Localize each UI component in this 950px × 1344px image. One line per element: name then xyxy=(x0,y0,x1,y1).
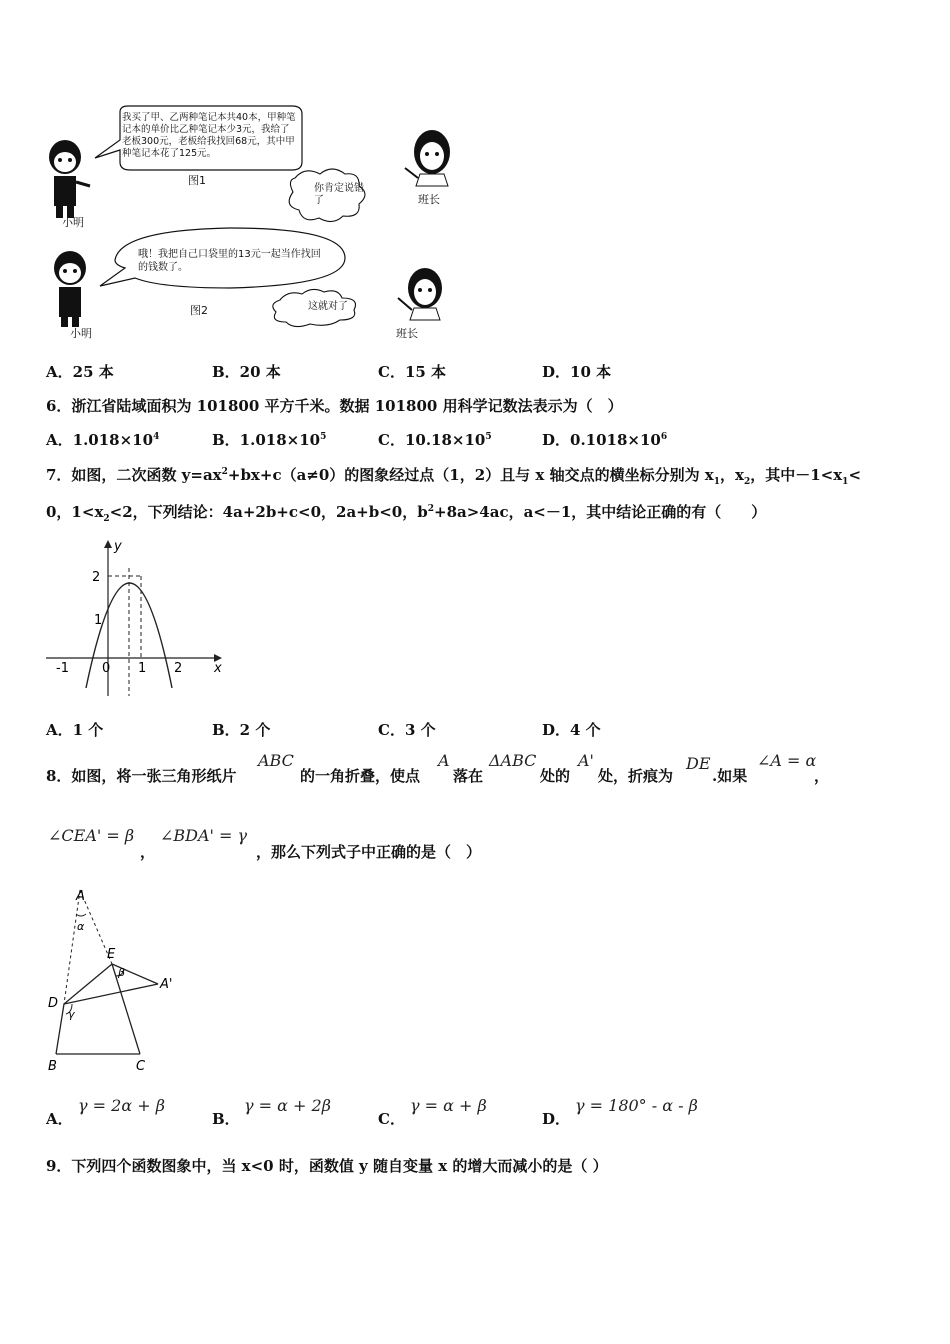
q8-math-de: DE xyxy=(686,754,711,773)
q6-option-a[interactable] xyxy=(46,429,159,450)
triangle-fold-svg xyxy=(40,884,190,1078)
comic-figure xyxy=(40,100,480,345)
q8-text-1b: 的一角折叠，使点 xyxy=(300,767,421,785)
q6-option-c[interactable] xyxy=(378,429,492,450)
y-axis-arrow-icon xyxy=(104,540,112,548)
q5-option-b[interactable]: B．20 本 xyxy=(212,363,281,381)
q7-text-1e: < xyxy=(848,466,862,484)
q7-text-1c: ，x xyxy=(720,466,744,484)
fold-dash-ad xyxy=(64,890,80,1004)
q8-comma2: ， xyxy=(140,843,156,861)
label-b: B xyxy=(48,1059,57,1074)
boy-figure-2 xyxy=(54,251,86,327)
q5-option-d[interactable]: D．10 本 xyxy=(542,363,612,381)
q8-math-cea: ∠CEA' = β xyxy=(48,826,135,845)
boy-label-1: 小明 xyxy=(62,216,84,229)
q8-figure xyxy=(40,884,190,1078)
girl-figure-1 xyxy=(405,130,450,186)
q8-text-1e: 处，折痕为 xyxy=(598,767,674,785)
label-e: E xyxy=(107,947,116,962)
q7-graph xyxy=(44,538,226,698)
tick-y-1: 1 xyxy=(94,613,103,628)
q6-option-d-exp: 6 xyxy=(660,432,668,442)
tick-x-1: 1 xyxy=(138,661,147,676)
tick-x-neg1: -1 xyxy=(56,661,69,676)
q6-option-d-text: D．0.1018×10 xyxy=(542,431,661,449)
label-c: C xyxy=(136,1059,146,1074)
label-alpha: α xyxy=(77,920,85,933)
speech-text-1: 我买了甲、乙两种笔记本共40本，甲种笔记本的单价比乙种笔记本少3元，我给了老板300元，老板给我找回68元，其中甲种笔记本花了125元。 xyxy=(122,112,296,159)
label-a: A xyxy=(76,889,85,904)
q6-option-d[interactable] xyxy=(542,429,667,450)
boy-figure-1 xyxy=(49,140,90,218)
q7-stem-line2 xyxy=(46,501,766,524)
girl-label-2: 班长 xyxy=(396,327,418,340)
q7-sub: 2 xyxy=(743,477,751,487)
tick-x-0: 0 xyxy=(102,661,111,676)
q8-math-aprime: A' xyxy=(578,751,594,770)
q8-option-a-label: A． xyxy=(46,1110,73,1128)
tick-y-2: 2 xyxy=(92,570,101,585)
q8-math-a: A xyxy=(438,751,450,770)
caption-fig1: 图1 xyxy=(188,174,206,187)
q8-text-1a: 8．如图，将一张三角形纸片 xyxy=(46,767,237,785)
side-db xyxy=(56,1004,64,1054)
q8-math-bda: ∠BDA' = γ xyxy=(160,826,248,845)
q7-text-1b: +bx+c（a≠0）的图象经过点（1，2）且与 x 轴交点的横坐标分别为 x xyxy=(227,466,714,484)
q8-text-1c: 落在 xyxy=(453,767,484,785)
boy-label-2: 小明 xyxy=(70,327,92,340)
q6-option-a-exp: 4 xyxy=(153,432,160,442)
q8-math-angle-a: ∠A = α xyxy=(757,751,817,770)
x-axis-label: x xyxy=(214,661,222,676)
q7-sub: 1 xyxy=(842,477,849,487)
q8-option-c-expr: γ = α + β xyxy=(410,1096,487,1115)
q8-option-d[interactable] xyxy=(542,1108,570,1129)
q8-text-1d: 处的 xyxy=(540,767,571,785)
q7-option-c[interactable]: C．3 个 xyxy=(378,721,436,739)
q6-option-c-text: C．10.18×10 xyxy=(378,431,486,449)
speech-text-2: 哦！我把自己口袋里的13元一起当作找回的钱数了。 xyxy=(138,249,321,273)
q6-option-b-text: B．1.018×10 xyxy=(212,431,321,449)
q7-text-2a: 0，1<x xyxy=(46,503,104,521)
q8-math-dabc: ΔABC xyxy=(489,751,537,770)
girl-label-1: 班长 xyxy=(418,193,440,206)
q6-option-b-exp: 5 xyxy=(320,432,327,442)
q6-option-b[interactable] xyxy=(212,429,326,450)
q7-sup: 2 xyxy=(427,504,434,514)
alpha-arc xyxy=(76,914,86,916)
q8-option-b-label: B． xyxy=(212,1110,240,1128)
crease-de xyxy=(64,964,112,1004)
q5-option-a[interactable]: A．25 本 xyxy=(46,363,114,381)
q7-text-2b: <2，下列结论：4a+2b+c<0，2a+b<0，b xyxy=(109,503,428,521)
q7-stem-line1 xyxy=(46,464,861,487)
reply-text-1: 你肯定说错了 xyxy=(314,183,364,206)
q6-option-c-exp: 5 xyxy=(485,432,492,442)
label-beta: β xyxy=(118,966,126,979)
q8-option-c-label: C． xyxy=(378,1110,405,1128)
q8-comma: ， xyxy=(814,767,830,785)
q7-sup: 2 xyxy=(221,467,228,477)
q7-option-a[interactable]: A．1 个 xyxy=(46,721,104,739)
q7-text-1a: 7．如图，二次函数 y=ax xyxy=(46,466,222,484)
q7-text-1d: ，其中－1<x xyxy=(750,466,843,484)
q8-option-a-expr: γ = 2α + β xyxy=(78,1096,165,1115)
label-d: D xyxy=(48,996,59,1011)
q8-option-c[interactable] xyxy=(378,1108,405,1129)
q7-text-2c: +8a>4ac，a<－1，其中结论正确的有（ ） xyxy=(434,503,767,521)
caption-fig2: 图2 xyxy=(190,304,208,317)
q8-option-b[interactable] xyxy=(212,1108,240,1129)
q5-option-c[interactable]: C．15 本 xyxy=(378,363,447,381)
q6-stem: 6．浙江省陆域面积为 101800 平方千米。数据 101800 用科学记数法表示为（ ） xyxy=(46,397,623,415)
girl-figure-2 xyxy=(398,268,442,320)
label-gamma: γ xyxy=(68,1008,75,1021)
side-ce xyxy=(112,964,140,1054)
q6-option-a-text: A．1.018×10 xyxy=(46,431,154,449)
q8-text-2: ，那么下列式子中正确的是（ ） xyxy=(256,843,482,861)
q8-text-1f: .如果 xyxy=(712,767,748,785)
q7-sub: 1 xyxy=(713,477,720,487)
parabola-graph-svg xyxy=(44,538,226,698)
q8-math-abc: ABC xyxy=(258,751,294,770)
y-axis-label: y xyxy=(114,539,122,554)
label-a-prime: A' xyxy=(160,977,173,992)
q8-option-b-expr: γ = α + 2β xyxy=(244,1096,331,1115)
q7-option-b[interactable]: B．2 个 xyxy=(212,721,271,739)
side-da-prime xyxy=(64,984,158,1004)
q7-sub: 2 xyxy=(103,514,110,524)
q7-option-d[interactable]: D．4 个 xyxy=(542,721,601,739)
tick-x-2: 2 xyxy=(174,661,183,676)
reply-text-2: 这就对了 xyxy=(308,301,348,312)
q9-stem: 9．下列四个函数图象中，当 x<0 时，函数值 y 随自变量 x 的增大而减小的是（ ） xyxy=(46,1157,608,1175)
q8-option-d-label: D． xyxy=(542,1110,571,1128)
q8-option-d-expr: γ = 180° - α - β xyxy=(575,1096,698,1115)
q8-option-a[interactable] xyxy=(46,1108,73,1129)
